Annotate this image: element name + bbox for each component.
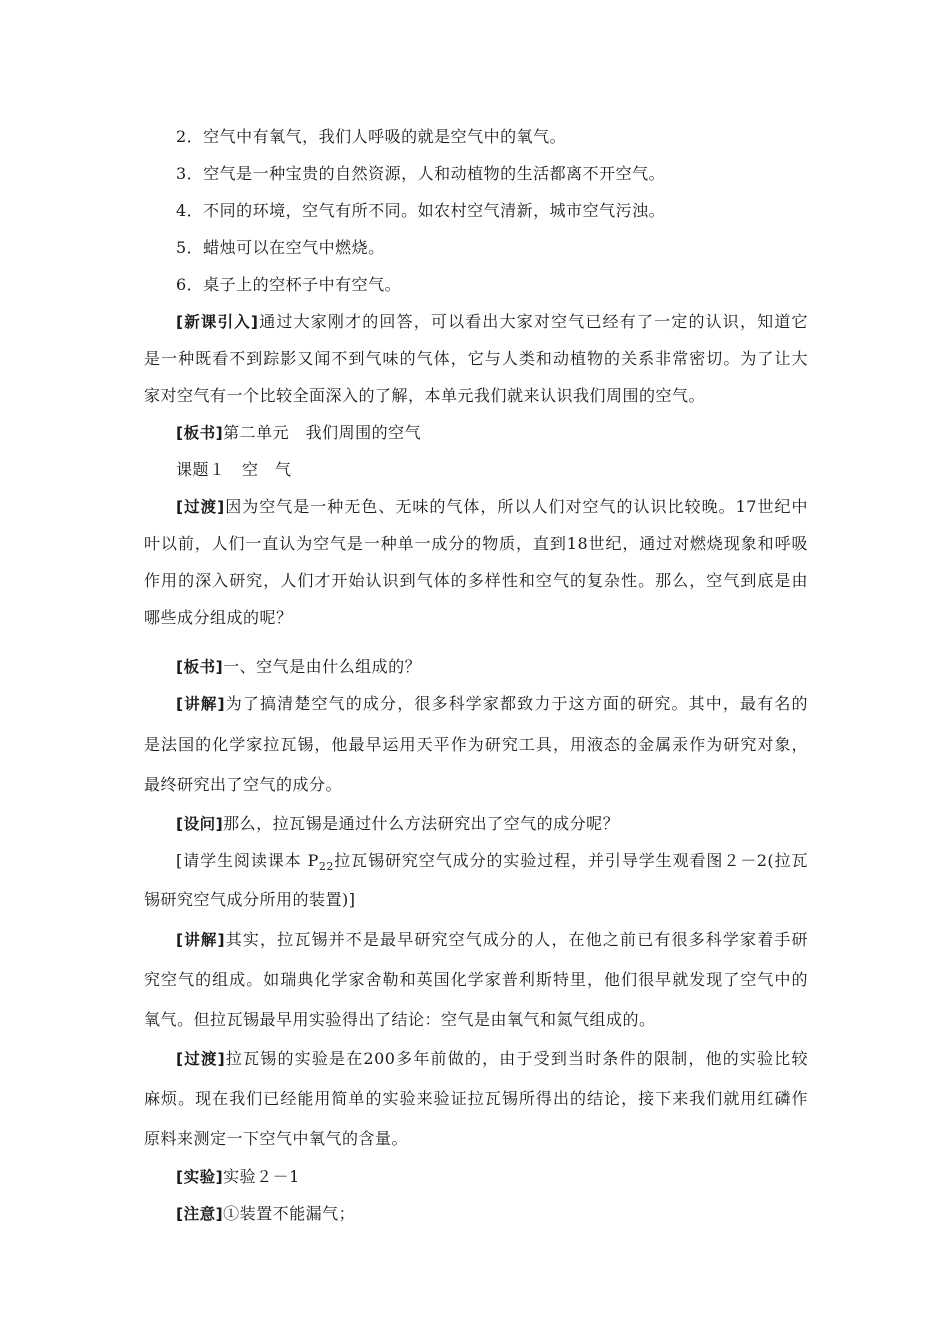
paragraph-transition-line: 麻烦。现在我们已经能用简单的实验来验证拉瓦锡所得出的结论，接下来我们就用红磷作: [144, 1089, 808, 1108]
paragraph-intro-line: 是一种既看不到踪影又闻不到气味的气体，它与人类和动植物的关系非常密切。为了让大: [144, 349, 808, 368]
section-label: [板书]: [176, 424, 224, 442]
board-heading: [板书]一、空气是由什么组成的？: [176, 657, 422, 676]
paragraph-explain-line: [讲解]其实，拉瓦锡并不是最早研究空气成分的人，在他之前已有很多科学家着手研: [176, 930, 808, 949]
paragraph-transition-line: [过渡]拉瓦锡的实验是在200多年前做的，由于受到当时条件的限制，他的实验比较: [176, 1049, 808, 1068]
paragraph-intro-line: [新课引入]通过大家刚才的回答，可以看出大家对空气已经有了一定的认识，知道它: [176, 312, 808, 331]
paragraph-explain-line: [讲解]为了搞清楚空气的成分，很多科学家都致力于这方面的研究。其中，最有名的: [176, 694, 808, 713]
section-label: [过渡]: [176, 498, 225, 516]
paragraph-explain-line: 最终研究出了空气的成分。: [144, 775, 343, 794]
list-item: 5．蜡烛可以在空气中燃烧。: [176, 238, 385, 257]
topic-heading: 课题１ 空 气: [176, 460, 292, 479]
paragraph-explain-line: 究空气的组成。如瑞典化学家舍勒和英国化学家普利斯特里，他们很早就发现了空气中的: [144, 970, 808, 989]
paragraph-transition-line: 叶以前，人们一直认为空气是一种单一成分的物质，直到18世纪，通过对燃烧现象和呼吸: [144, 534, 808, 553]
list-item: 4．不同的环境，空气有所不同。如农村空气清新，城市空气污浊。: [176, 201, 666, 220]
paragraph-explain-line: 是法国的化学家拉瓦锡，他最早运用天平作为研究工具，用液态的金属汞作为研究对象，: [144, 735, 808, 754]
list-item: 3．空气是一种宝贵的自然资源，人和动植物的生活都离不开空气。: [176, 164, 666, 183]
section-label: [实验]: [176, 1168, 224, 1186]
paragraph-transition-line: 原料来测定一下空气中氧气的含量。: [144, 1129, 409, 1148]
section-label: [讲解]: [176, 695, 226, 713]
reading-instruction-line: 锡研究空气成分所用的装置)]: [144, 890, 356, 909]
board-heading: [板书]第二单元 我们周围的空气: [176, 423, 422, 442]
list-item: 6．桌子上的空杯子中有空气。: [176, 275, 402, 294]
section-label: [板书]: [176, 658, 224, 676]
note-line: [注意]①装置不能漏气；: [176, 1204, 356, 1223]
paragraph-intro-line: 家对空气有一个比较全面深入的了解，本单元我们就来认识我们周围的空气。: [144, 386, 706, 405]
list-item: 2．空气中有氧气，我们人呼吸的就是空气中的氧气。: [176, 127, 567, 146]
section-label: [注意]: [176, 1205, 224, 1223]
paragraph-transition-line: [过渡]因为空气是一种无色、无味的气体，所以人们对空气的认识比较晚。17世纪中: [176, 497, 808, 516]
section-label: [讲解]: [176, 931, 226, 949]
paragraph-explain-line: 氧气。但拉瓦锡最早用实验得出了结论：空气是由氧气和氮气组成的。: [144, 1010, 656, 1029]
question-line: [设问]那么，拉瓦锡是通过什么方法研究出了空气的成分呢？: [176, 814, 620, 833]
paragraph-transition-line: 作用的深入研究，人们才开始认识到气体的多样性和空气的复杂性。那么，空气到底是由: [144, 571, 808, 590]
reading-instruction-line: [请学生阅读课本 $P_{22}$拉瓦锡研究空气成分的实验过程，并引导学生观看图２－2(拉瓦: [176, 851, 808, 873]
experiment-line: [实验]实验２－1: [176, 1167, 300, 1186]
section-label: [过渡]: [176, 1050, 226, 1068]
paragraph-transition-line: 哪些成分组成的呢？: [144, 608, 293, 627]
section-label: [设问]: [176, 815, 224, 833]
section-label: [新课引入]: [176, 313, 259, 331]
